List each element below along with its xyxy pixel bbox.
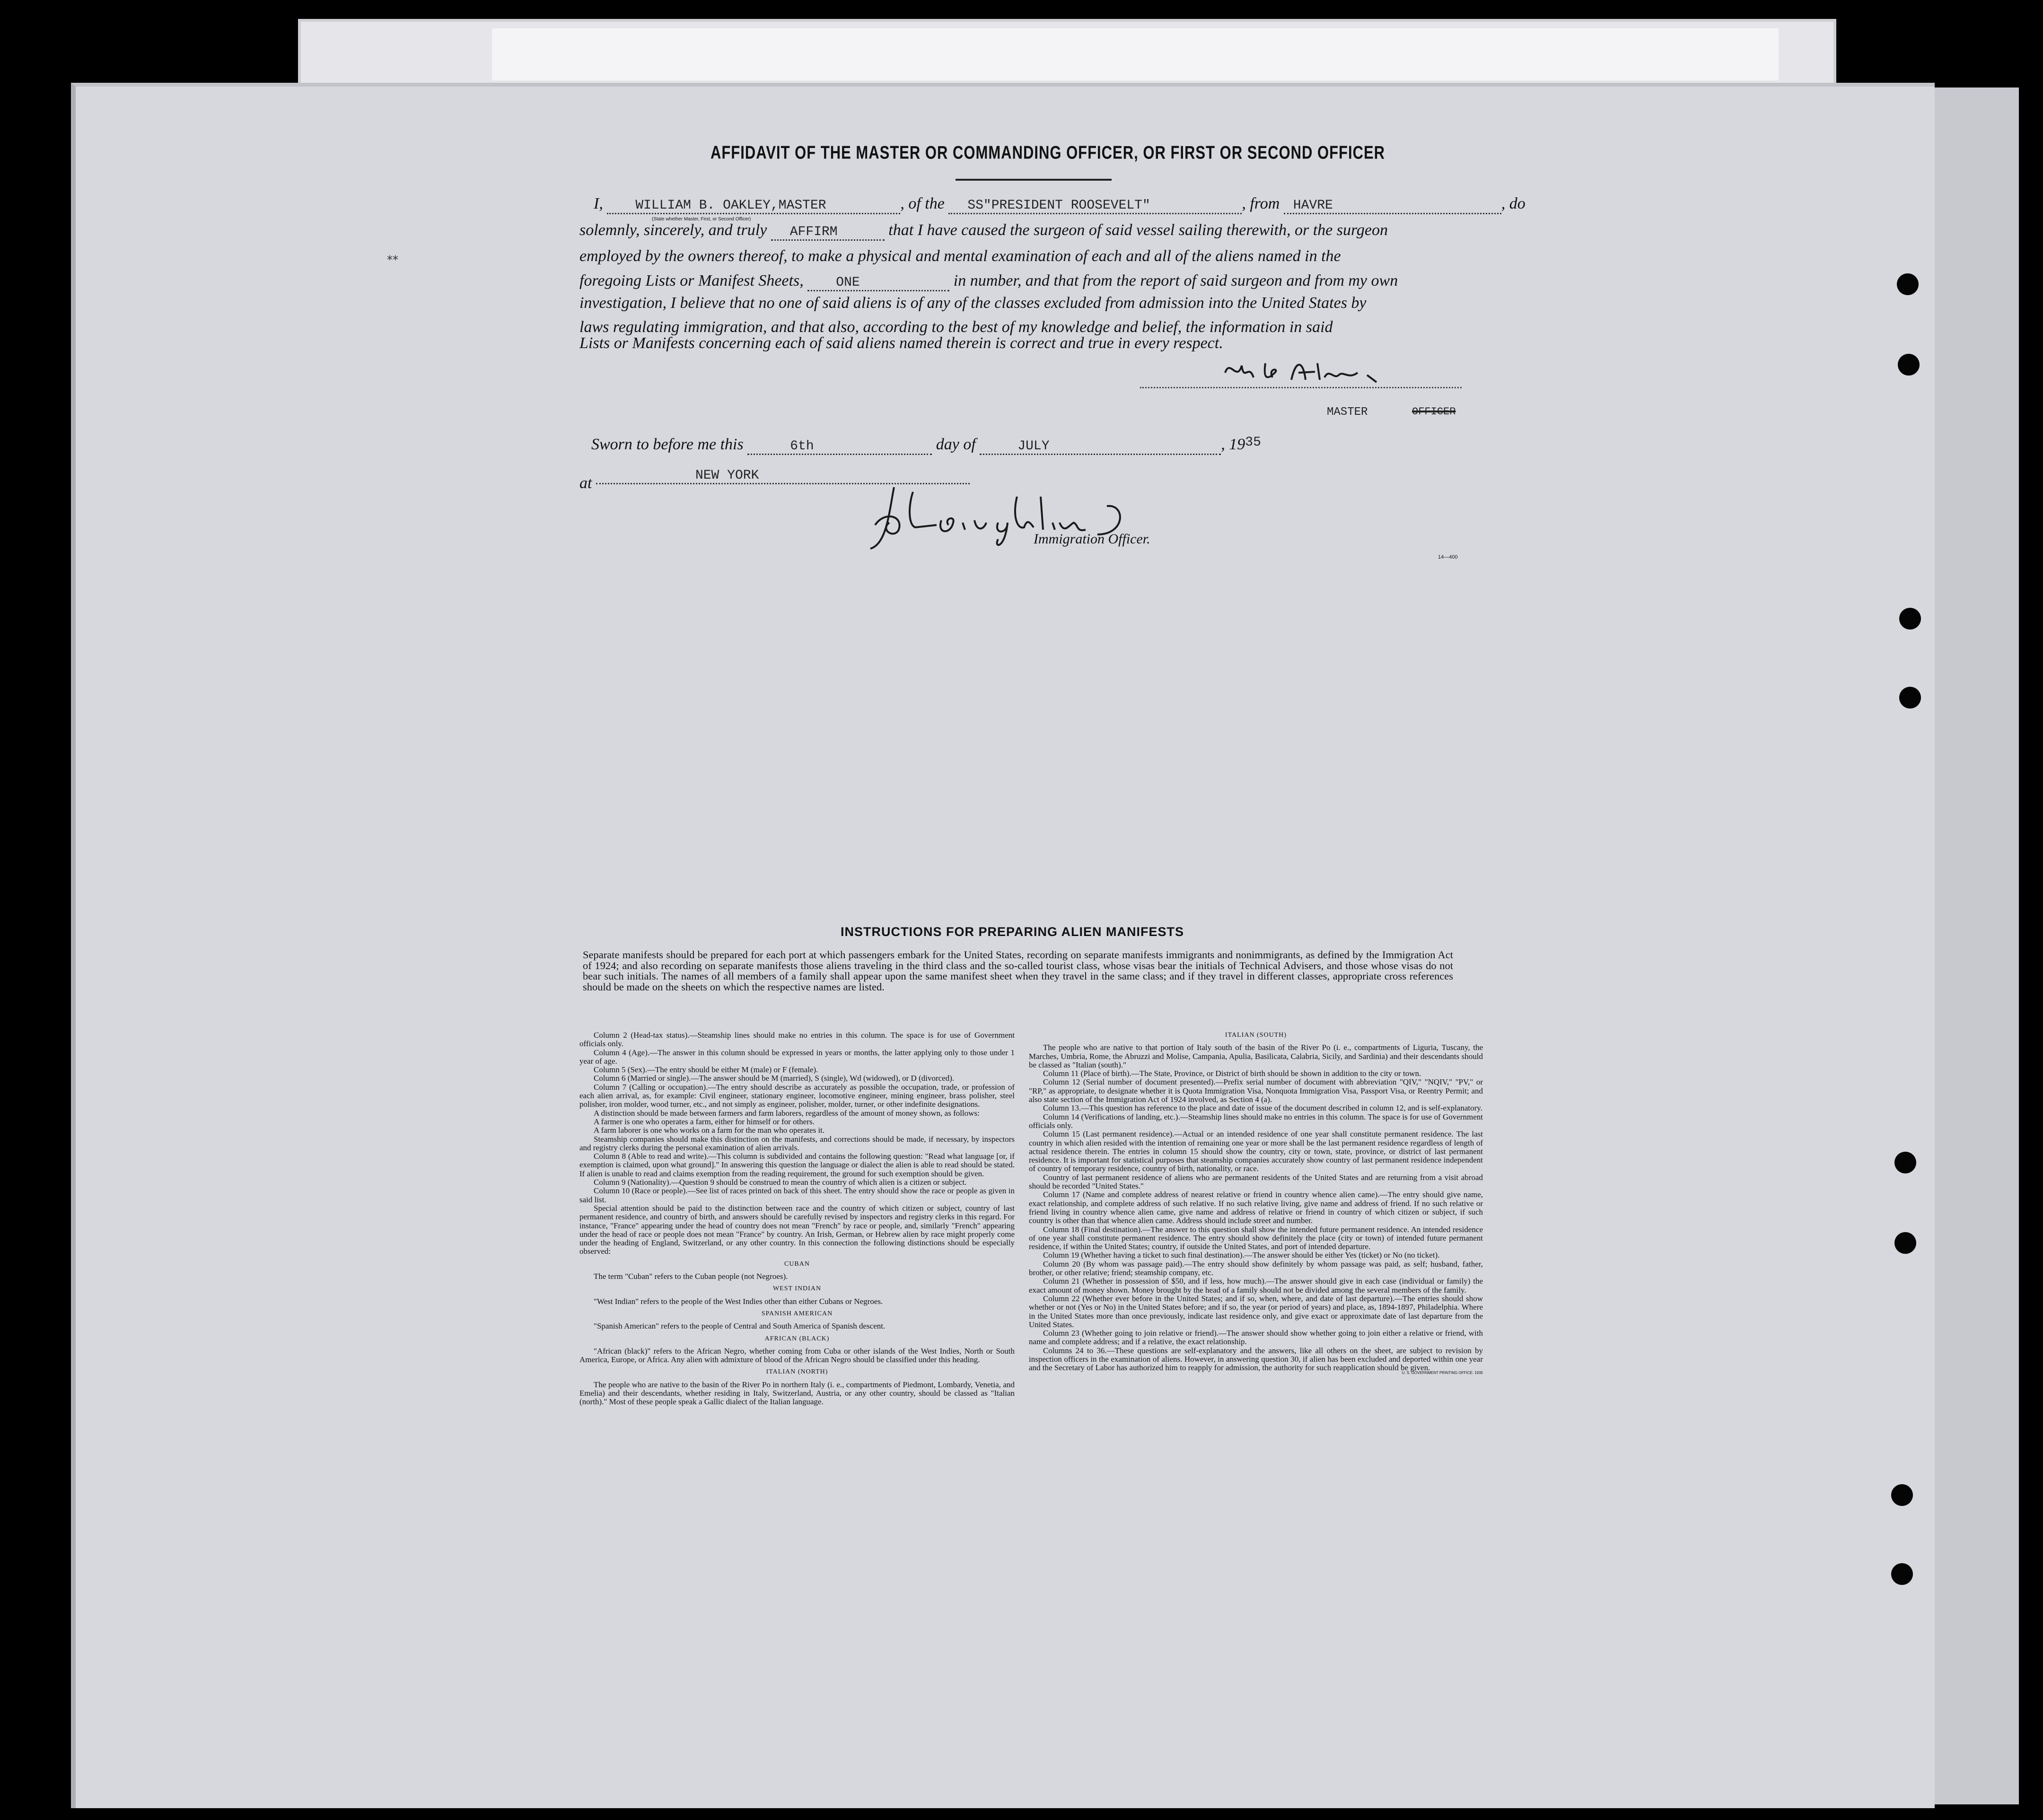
at-label: at xyxy=(579,474,592,492)
left-paragraph: A farmer is one who operates a farm, either for himself or for others. xyxy=(594,1117,815,1126)
right-paragraph: Column 23 (Whether going to join relative or friend).—The answer should show whether going to join either a relative or friend, with name and complete address; and if a relative, the exact relationship. xyxy=(1029,1329,1483,1347)
left-paragraph: Column 10 (Race or people).—See list of races printed on back of this sheet. The entry should show the race or people as given in said list. xyxy=(579,1186,1015,1204)
officer-hint: (State whether Master, First, or Second Officer) xyxy=(652,217,751,222)
right-paragraph: Column 13.—This question has reference to the place and date of issue of the document described in column 12, and is self-explanatory. xyxy=(1043,1103,1482,1113)
right-paragraph: Country of last permanent residence of aliens who are permanent residents of the United States and are returning from a visit abroad should be recorded "United States." xyxy=(1029,1172,1483,1191)
solemnly-text: solemnly, sincerely, and truly xyxy=(579,221,767,239)
binder-hole xyxy=(1897,273,1919,295)
left-paragraph: Column 9 (Nationality).—Question 9 should be construed to mean the country of which alien is a citizen or subject. xyxy=(594,1178,967,1187)
place-field: NEW YORK xyxy=(596,468,970,484)
cuban-text: The term "Cuban" refers to the Cuban people (not Negroes). xyxy=(594,1272,788,1281)
officer-name-field: WILLIAM B. OAKLEY,MASTER xyxy=(607,198,900,214)
right-paragraph: Column 14 (Verifications of landing, etc.).—Steamship lines should make no entries in this column. The space is for use of Government officials only. xyxy=(1029,1112,1483,1130)
african-text: "African (black)" refers to the African Negro, whether coming from Cuba or other islands of the West Indies, North or South America, Europe, or Africa. Any alien with admixture of blood of the African Negro should be classified under this heading. xyxy=(579,1346,1015,1365)
affidavit-line-5: investigation, I believe that no one of said aliens is of any of the classes excluded from admission into the United States by xyxy=(579,294,1367,312)
binder-hole xyxy=(1898,354,1920,376)
right-paragraph: Columns 24 to 36.—These questions are self-explanatory and the answers, like all others on the sheet, are subject to revision by inspection officers in the examination of aliens. However, in answering question 30, if alien has been excluded and deported within one year and the Secretary of Labor has authorized him to reapply for admission, the authority for such reapplication should be given. xyxy=(1029,1346,1483,1373)
left-paragraph: Column 5 (Sex).—The entry should be either M (male) or F (female). xyxy=(594,1065,818,1075)
affidavit-line-7: Lists or Manifests concerning each of said aliens named therein is correct and true in every respect. xyxy=(579,334,1223,352)
left-paragraph: Steamship companies should make this distinction on the manifests, and corrections should be made, if necessary, by inspectors and registry clerks during the personal examination of alien arrivals. xyxy=(579,1134,1015,1152)
binder-hole xyxy=(1894,1152,1916,1173)
right-paragraph: Column 19 (Whether having a ticket to such final destination).—The answer should be either Yes (ticket) or No (no ticket). xyxy=(1043,1251,1440,1260)
affidavit-line-3: employed by the owners thereof, to make a physical and mental examination of each and all of the aliens named in the xyxy=(579,247,1341,265)
west-indian-text: "West Indian" refers to the people of the West Indies other than either Cubans or Negroes. xyxy=(594,1296,883,1306)
spanish-american-heading: SPANISH AMERICAN xyxy=(761,1310,833,1317)
signature-line xyxy=(1140,387,1462,388)
vessel-field: SS"PRESIDENT ROOSEVELT" xyxy=(948,198,1242,214)
master-signature xyxy=(1220,354,1419,392)
month-field: JULY xyxy=(980,439,1221,455)
line4-text-a: foregoing Lists or Manifest Sheets, xyxy=(579,272,804,289)
binder-hole xyxy=(1899,608,1921,630)
affidavit-line-4 xyxy=(579,272,1488,291)
spanish-american-text: "Spanish American" refers to the people of Central and South America of Spanish descent. xyxy=(594,1321,886,1331)
cuban-heading: CUBAN xyxy=(784,1260,810,1268)
italian-north-heading: ITALIAN (NORTH) xyxy=(766,1368,828,1376)
day-of-label: day of xyxy=(936,436,976,453)
west-indian-heading: WEST INDIAN xyxy=(772,1285,822,1293)
sworn-label: Sworn to before me this xyxy=(591,436,744,453)
year-suffix: 35 xyxy=(1245,435,1261,450)
left-paragraph: Column 2 (Head-tax status).—Steamship lines should make no entries in this column. The space is for use of Government officials only. xyxy=(579,1031,1015,1049)
binder-hole xyxy=(1891,1563,1913,1585)
instructions-intro: Separate manifests should be prepared for each port at which passengers embark for the United States, recording on separate manifests immigrants and nonimmigrants, as defined by the Immigration Act of 1924; and also recording on separate manifests those aliens traveling in the third class and the so-called tourist class, whose visas bear the initials of Technical Advisers, and those whose visas do not bear such initials. The names of all members of a family shall appear upon the same manifest sheet when they travel in the same class; and if they travel in different classes, appropriate cross references should be made on the sheets on which the respective names are listed. xyxy=(583,949,1453,993)
line4-text-b: in number, and that from the report of said surgeon and from my own xyxy=(953,272,1398,289)
binder-hole xyxy=(1894,1232,1916,1254)
printer-imprint: U. S. GOVERNMENT PRINTING OFFICE: 1935 xyxy=(1402,1370,1483,1375)
oath-word-field: AFFIRM xyxy=(771,225,885,241)
of-the-label: , of the xyxy=(900,195,945,212)
left-paragraph: Column 4 (Age).—The answer in this column should be expressed in years or months, the latter applying only to those under 1 year of age. xyxy=(579,1048,1015,1066)
right-paragraph: Column 17 (Name and complete address of nearest relative or friend in country whence alien came).—The entry should give name, exact relationship, and complete address of such relative. If no such relative living, give name and address of friend. If no such relative or friend living in country whence alien came, give name and address of relative or friend in country of which citizen or subject, if such country is other than that whence alien came. Address should include street and number. xyxy=(1029,1190,1483,1225)
right-paragraph: Column 15 (Last permanent residence).—Actual or an intended residence of one year shall constitute permanent residence. The last country in which alien resided with the intention of remaining one year or more shall be the last permanent residence regardless of length of actual residence therein. The entries in column 15 should show the country, city or town, state, province, or district of last permanent residence. It is important for statistical purposes that steamship companies accurately show country of last permanent residence independent of country of temporary residence, country of birth, nationality, or race. xyxy=(1029,1129,1483,1173)
affidavit-line-2 xyxy=(579,221,1488,241)
left-paragraph: Column 8 (Able to read and write).—This column is subdivided and contains the following question: "Read what language [or, if exemption is claimed, upon what ground]." In answering this question the language or dialect the alien is able to read should be stated. If alien is unable to read and claims exemption from the reading requirement, the ground for such exemption should be given. xyxy=(579,1152,1015,1178)
form-number: 14—400 xyxy=(1438,554,1458,560)
day-field: 6th xyxy=(747,439,932,455)
right-paragraph: Column 22 (Whether ever before in the United States; and if so, when, where, and date of last departure).—The entries should show whether or not (Yes or No) in the United States before; and if so, the year (or period of years) and place, as, 1894-1897, Philadelphia. Where in the United States more than once previously, indicate last residence only, and give exact or approximate date of last departure from the United States. xyxy=(1029,1294,1483,1329)
do-label: , do xyxy=(1501,195,1526,212)
year-prefix: , 19 xyxy=(1221,436,1245,453)
affidavit-line-1 xyxy=(579,195,1526,214)
left-paragraph: A farm laborer is one who works on a farm for the man who operates it. xyxy=(594,1126,825,1135)
right-paragraph: Column 21 (Whether in possession of $50, and if less, how much).—The answer should give in each case (individual or family) the exact amount of money shown. Money brought by the head of a family should not be divided among the several members of the family. xyxy=(1029,1277,1483,1295)
rank-label: MASTER xyxy=(1327,406,1368,419)
officer-title: Immigration Officer. xyxy=(1034,531,1150,547)
title-underline xyxy=(956,179,1112,181)
right-paragraph: Column 18 (Final destination).—The answer to this question shall show the intended future permanent residence. An intended residence of one year shall constitute permanent residence. The entry should show definitely the place (city or town) of intended future permanent residence, if within the United States; country, if outside the United States, and port of intended departure. xyxy=(1029,1225,1483,1251)
african-heading: AFRICAN (BLACK) xyxy=(764,1335,830,1342)
left-paragraph: Special attention should be paid to the distinction between race and the country of which citizen or subject, country of last permanent residence, and country of birth, and answers should be carefully revised by inspectors and registry clerks in this regard. For instance, "France" appearing under the head of country does not mean "French" by race or people, and, similarly "French" appearing under the head of race or people does not mean "France" by country. An Irish, German, or Hebrew alien by race might properly come under the heading of England, Switzerland, or any other country. In this connection the following distinctions should be especially observed: xyxy=(579,1203,1015,1256)
right-paragraph: Column 20 (By whom was passage paid).—The entry should show definitely by whom passage was paid, as self; husband, father, brother, or other relative; friend; steamship company, etc. xyxy=(1029,1259,1483,1278)
binder-hole xyxy=(1891,1484,1913,1506)
port-from-field: HAVRE xyxy=(1284,198,1501,214)
left-paragraph: Column 6 (Married or single).—The answer should be M (married), S (single), Wd (widowed), or D (divorced). xyxy=(594,1074,955,1083)
left-paragraph: Column 7 (Calling or occupation).—The entry should describe as accurately as possible the occupation, trade, or profession of each alien arrival, as, for example: Civil engineer, stationary engineer, locomotive engineer, mining engineer, brass polisher, steel polisher, iron molder, wood turner, etc., and not simply as engineer, polisher, molder, turner, or other indefinite designations. xyxy=(579,1082,1015,1109)
instructions-left-column xyxy=(579,1031,1015,1407)
sheet-count-field: ONE xyxy=(807,275,949,291)
right-paragraph: Column 12 (Serial number of document presented).—Prefix serial number of document with abbreviation "QIV," "NQIV," "PV," or "RP," as appropriate, to designate whether it is Quota Immigration Visa, Nonquota Immigration Visa, Passport Visa, or Reentry Permit; and also state section of the Immigration Act of 1924 involved, as Section 4 (a). xyxy=(1029,1077,1483,1104)
instructions-right-column xyxy=(1029,1031,1483,1377)
right-paragraph: The people who are native to that portion of Italy south of the basin of the River Po (i. e., compartments of Liguria, Tuscany, the Marches, Umbria, Rome, the Abruzzi and Molise, Campania, Apulia, Basilicata, Calabria, Sicily, and Sardinia) and their descendants should be classed as "Italian (south)." xyxy=(1029,1043,1483,1069)
i-label: I, xyxy=(594,195,603,212)
instructions-title: INSTRUCTIONS FOR PREPARING ALIEN MANIFESTS xyxy=(840,925,1184,939)
italian-south-heading: ITALIAN (SOUTH) xyxy=(1225,1032,1287,1039)
sworn-line xyxy=(579,435,1488,455)
affidavit-line-6: laws regulating immigration, and that also, according to the best of my knowledge and belief, the information in said xyxy=(579,318,1333,336)
left-paragraph: A distinction should be made between farmers and farm laborers, regardless of the amount of money shown, as follows: xyxy=(594,1108,980,1118)
right-paragraph: Column 11 (Place of birth).—The State, Province, or District of birth should be shown in addition to the city or town. xyxy=(1043,1069,1421,1078)
line2-text: that I have caused the surgeon of said vessel sailing therewith, or the surgeon xyxy=(888,221,1388,239)
affidavit-title: AFFIDAVIT OF THE MASTER OR COMMANDING OFFICER, OR FIRST OR SECOND OFFICER xyxy=(710,142,1385,163)
binder-hole xyxy=(1899,687,1921,709)
from-label: , from xyxy=(1242,195,1280,212)
rank-struck: OFFICER xyxy=(1412,406,1456,418)
page-edge xyxy=(1930,88,2019,1804)
italian-north-text: The people who are native to the basin of the River Po in northern Italy (i. e., compartments of Piedmont, Lombardy, Venetia, and Emelia) and their descendants, whether residing in Italy, Switzerland, Austria, or any other country, should be classed as "Italian (north)." Most of these people speak a Gallic dialect of the Italian language. xyxy=(579,1380,1015,1407)
rear-sheet-label xyxy=(492,28,1779,80)
margin-mark: ⁎⁎ xyxy=(387,251,398,263)
